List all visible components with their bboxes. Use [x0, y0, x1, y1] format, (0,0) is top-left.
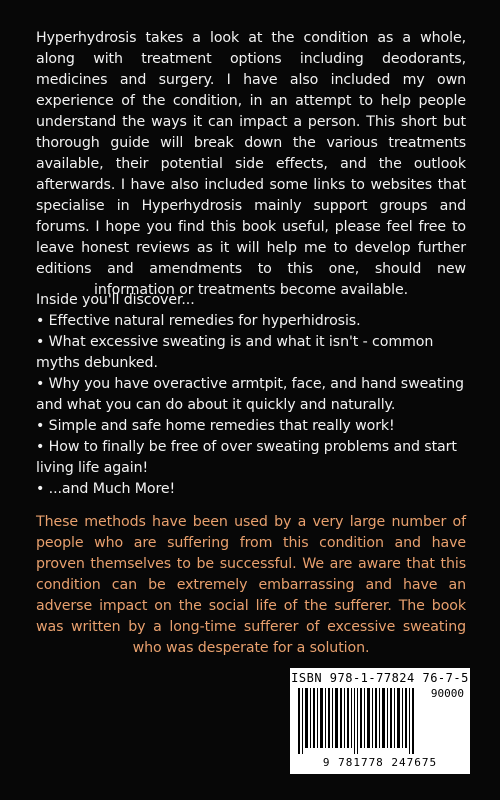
discover-heading: Inside you'll discover...	[36, 292, 195, 308]
discover-item: • ...and Much More!	[36, 481, 176, 497]
barcode-digits: 9 781778 247675	[322, 756, 438, 769]
isbn-label: ISBN 978-1-77824 76-7-5	[291, 671, 469, 685]
isbn-barcode	[290, 668, 470, 774]
price-code: 90000	[430, 687, 464, 700]
discover-section	[36, 290, 466, 500]
intro-paragraph: Hyperhydrosis takes a look at the condition as a whole, along with treatment options including deodorants, medicines and surgery. I have also included my own experience of the condition, in an attempt to help people understand the ways it can impact a person. This short but thorough guide will break down the various treatments available, their potential side effects, and the outlook afterwards. I have also included some links to websites that specialise in Hyperhydrosis mainly support groups and forums. I hope you find this book useful, please feel free to leave honest reviews as it will help me to develop further editions and amendments to this one, should new information or treatments become available.	[36, 30, 466, 298]
discover-item: • Why you have overactive armtpit, face, and hand sweating and what you can do about it quickly and naturally.	[36, 376, 464, 413]
discover-item: • What excessive sweating is and what it isn't - common myths debunked.	[36, 334, 434, 371]
discover-item: • Simple and safe home remedies that really work!	[36, 418, 395, 434]
discover-item: • How to finally be free of over sweating problems and start living life again!	[36, 439, 457, 476]
barcode-bars	[298, 688, 428, 754]
closing-paragraph: These methods have been used by a very large number of people who are suffering from this condition and have proven themselves to be successful. We are aware that this condition can be extremely embarrassing and have an adverse impact on the social life of the sufferer. The book was written by a long-time sufferer of excessive sweating who was desperate for a solution.	[36, 514, 466, 656]
discover-item: • Effective natural remedies for hyperhidrosis.	[36, 313, 361, 329]
